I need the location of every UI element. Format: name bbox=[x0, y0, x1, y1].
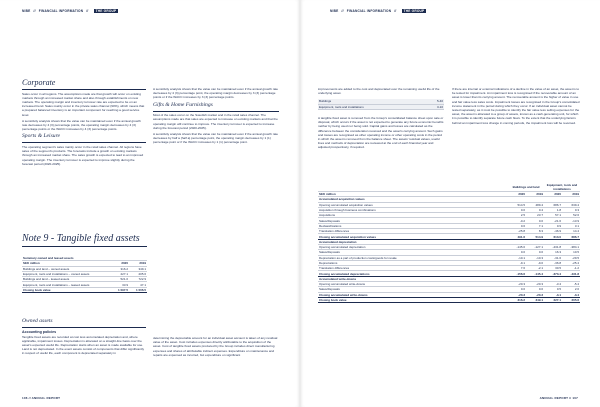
table-row: Acquisitions 2.5 23.7 57.1 52.6 bbox=[319, 213, 579, 218]
table-row: Opening accumulated acquisition values 514.5 489.4 686.7 639.4 bbox=[319, 202, 579, 207]
table-year-header: SEK million 2020 2019 2020 2019 bbox=[319, 192, 579, 197]
table-row: Depreciation as a part of production costs/goods for resale -10.1 -10.3 -31.6 -29.5 bbox=[319, 255, 579, 260]
page-header: NIBE // FINANCIAL INFORMATION // THE GROUP bbox=[330, 9, 425, 13]
summary-table bbox=[22, 256, 147, 293]
table-total-row: Closing accumulated acquisition values 491.6 514.9 613.0 686.7 bbox=[319, 234, 579, 239]
tangible-assets-table bbox=[318, 183, 580, 303]
left-column-4 bbox=[153, 336, 279, 359]
note-heading: Note 9 - Tangible fixed assets bbox=[22, 233, 140, 244]
section-title: FINANCIAL INFORMATION bbox=[38, 9, 84, 13]
heading-sports-leisure: Sports & Leisure bbox=[22, 133, 61, 140]
table-row: Buildings and land – owned assets 316.2 349.1 bbox=[23, 266, 146, 271]
page-header: NIBE // FINANCIAL INFORMATION // THE GROUP bbox=[22, 9, 117, 13]
table-total-row: Closing accumulated write-downs -20.3 -20.3 -3.1 -3.4 bbox=[319, 292, 579, 297]
table-row: Depreciations -9.1 -9.0 -36.8 -25.4 bbox=[319, 261, 579, 265]
footer-label: ANNUAL REPORT bbox=[539, 396, 569, 400]
useful-life-table bbox=[318, 99, 444, 110]
year-header: 2020 bbox=[111, 261, 129, 266]
left-column-2 bbox=[153, 87, 279, 147]
table-closing-row: Closing book value 316.2 349.1 227.1 205.6 bbox=[319, 298, 579, 303]
table-row: Sales/disposals 0.0 0.0 16.3 10.5 bbox=[319, 250, 579, 255]
divider bbox=[22, 246, 147, 247]
table-row: Translation differences 7.6 -2.1 30.5 -1.2 bbox=[319, 266, 579, 271]
paragraph: A sensitivity analysis shows that the value can be maintained even if the annual growth rate decreases by 4 (3) percentage points, the operating margin decreases by 4 (3) percentage points or the WACC increases by 4 (3) percentage points. bbox=[22, 118, 141, 132]
table-group-header bbox=[318, 183, 580, 192]
paragraph: The operating segment's sales mainly occur in the retail sales channel. All regions have sales of the segment's products. The forecasts include a growth on existing markets through an increased market share. The sales growth is expected to lead to an improved operating margin. The inventory turnover is expected to improve slightly during the forecast period (2020-2025). bbox=[22, 145, 144, 166]
table-body bbox=[318, 197, 580, 303]
paragraph: A tangible fixed asset is removed from the Group's consolidated balance sheet upon sale or disposal, which occurs if the asset is not expected to generate any future economic benefits neither by being used nor being sold. Capital gains and losses are calculated as the difference between the consideration received and the asset's carrying amount. Such gains and losses are recognised as other operating income or other operating costs in the period in which the asset is removed from the balance sheet. The assets' residual values, useful lives and methods of depreciation are reviewed at the end of each financial year and adjusted prospectively, if required. bbox=[318, 116, 444, 150]
brand-logo: NIBE bbox=[22, 9, 31, 13]
group-header-equipment: Equipment, tools and installations bbox=[544, 183, 580, 192]
paragraph: Most of the sales occur on the Swedish market and in the retail sales channel. The assumptions made are that sales are expected to increase on existing markets and that the operating margin will continue to improve. The inventory turnover is expected to increase during the forecast period (2020-2025). bbox=[153, 113, 278, 130]
table-row: Equipment, tools and installations 3-10 bbox=[319, 104, 443, 109]
summary-unit: SEK million bbox=[22, 261, 111, 266]
paragraph: Sales occur in all regions. The assumptions made are that growth will occur on existing markets through an increased market share and also through establishments on new markets. The operating margin and inventory turnover rate are expected to be on an increased trend. Sales mainly occur in the private sales channel (90%), which means that a prepared balanced inventory is an important component for reaching a good service level. bbox=[22, 91, 145, 117]
page-footer: 106 // ANNUAL REPORT bbox=[22, 396, 61, 400]
divider bbox=[22, 327, 146, 328]
table-row: Reclassifications 0.6 7.1 0.9 3.1 bbox=[319, 223, 579, 228]
paragraph: improvements are added to the cost and depreciated over the remaining useful life of the underlying asset. bbox=[318, 87, 440, 96]
year-header: 2019 bbox=[129, 261, 147, 266]
section-title: FINANCIAL INFORMATION bbox=[346, 9, 392, 13]
table-section-title: Accumulated depreciation bbox=[318, 239, 580, 244]
table-row: Buildings 5-40 bbox=[319, 99, 443, 104]
section-tag: THE GROUP bbox=[95, 9, 117, 13]
divider bbox=[22, 89, 146, 90]
section-tag: THE GROUP bbox=[403, 9, 425, 13]
summary-caption: Summary owned and leased assets bbox=[22, 256, 147, 261]
table-row: Buildings and land – leased assets 521.0 722.9 bbox=[23, 277, 146, 282]
brand-logo: NIBE bbox=[330, 9, 339, 13]
table-row: Opening accumulated depreciation -145.0 -127.1 -431.8 -384.1 bbox=[319, 245, 579, 250]
heading-gifts-home: Gifts & Home Furnishings bbox=[153, 101, 213, 108]
paragraph: If there are internal or external indications of a decline in the value of an asset, the asset is to be tested for impairment. An impairment loss is recognised if the recoverable amount of an asset is lower than its carrying amount. The recoverable amount is the higher of value in use and fair value less sales costs. Impairment losses are recognised in the Group's consolidated income statement in the period during which they occur. If an individual asset cannot be tested separately, as it must be possible to identify the fair value less selling expenses for the asset, the asset is allocated to a group of assets, known as a cash-generating unit, for which it is possible to identify separate future cash flows. To the extent that the underlying factors behind an impairment loss change in coming periods, the impairment loss will be reversed. bbox=[452, 87, 580, 125]
table-row: Acquisition through business combinations 0.0 0.4 1.8 0.3 bbox=[319, 208, 579, 213]
paragraph: A sensitivity analysis shows that the value can be maintained even if the annual growth rate decreases by 4 (3) percentage point, the operating margin decreases by 3 (3) percentage points or if the WACC increases by 3 (3) percentage points. bbox=[153, 87, 279, 100]
table-total-row: Closing book value 1 097.5 1 006.5 bbox=[23, 287, 146, 292]
group-header-buildings: Buildings and land bbox=[508, 183, 544, 192]
table-unit: SEK million bbox=[318, 192, 508, 197]
page-number: 106 bbox=[22, 396, 28, 400]
right-column-2 bbox=[452, 87, 580, 127]
table-row: Translation differences -25.8 8.3 -46.9 14.4 bbox=[319, 229, 579, 234]
paragraph: Tangible fixed assets are recorded at cost less accumulated depreciation and, where applicable, impairment losses. Depreciation is allocated on a straight-line basis over the asset's expected useful life. Depreciation starts when an asset is made available for use. Land is not depreciated. In the event assets consist of components that differ significantly in respect of useful life, each component is depreciated separately in bbox=[22, 334, 145, 356]
heading-owned-assets: Owned assets bbox=[22, 318, 53, 324]
table-row: Sales/disposals 0.0 0.0 0.5 2.0 bbox=[319, 287, 579, 292]
note-9-heading-block bbox=[22, 233, 282, 249]
table-total-row: Closing accumulated depreciations -156.6 -145.4 -373.4 -431.8 bbox=[319, 271, 579, 276]
divider bbox=[153, 111, 279, 112]
page-number: 107 bbox=[572, 396, 578, 400]
right-column-1 bbox=[318, 87, 444, 152]
heading-accounting-policies: Accounting policies bbox=[22, 329, 57, 334]
page-footer: ANNUAL REPORT // 107 bbox=[539, 396, 578, 400]
table-row: Equipment, tools and installations – leased assets 33.9 47.1 bbox=[23, 282, 146, 287]
paragraph: A sensitivity analysis shows that the value can be maintained even if the annual growth rate decreases by half a (half a) percentage point, the operating margin decreases by 1 (1) percentage point or if the WACC increases by 1 (1) percentage point. bbox=[153, 132, 279, 145]
right-page bbox=[300, 0, 600, 407]
table-row: Opening accumulated write-downs -20.3 -20.3 -3.4 -5.4 bbox=[319, 282, 579, 287]
divider bbox=[22, 142, 146, 143]
paragraph: determining the depreciable amount for an individual asset account is taken of any residual value of the asset. Cost includes expenses directly attributable to the acquisition of the asset. Cost of tangible fixed assets produced by the Group includes direct manufacturing expenses and shares of attributable indirect expenses. Expenditure on maintenance and repairs are expensed as incurred, but expenditure on significant bbox=[153, 336, 278, 357]
heading-corporate: Corporate bbox=[22, 78, 56, 87]
left-column-1 bbox=[22, 78, 146, 168]
table-section-title: Accumulated acquisition values bbox=[318, 197, 580, 202]
left-column-3 bbox=[22, 318, 146, 358]
table-row: Equipment, tools and installations – owned assets 227.1 205.6 bbox=[23, 272, 146, 277]
table-section-title: Accumulated write-downs bbox=[318, 276, 580, 281]
table-row: Sales/disposals -0.2 0.0 -21.6 -13.9 bbox=[319, 218, 579, 223]
footer-label: ANNUAL REPORT bbox=[31, 396, 61, 400]
